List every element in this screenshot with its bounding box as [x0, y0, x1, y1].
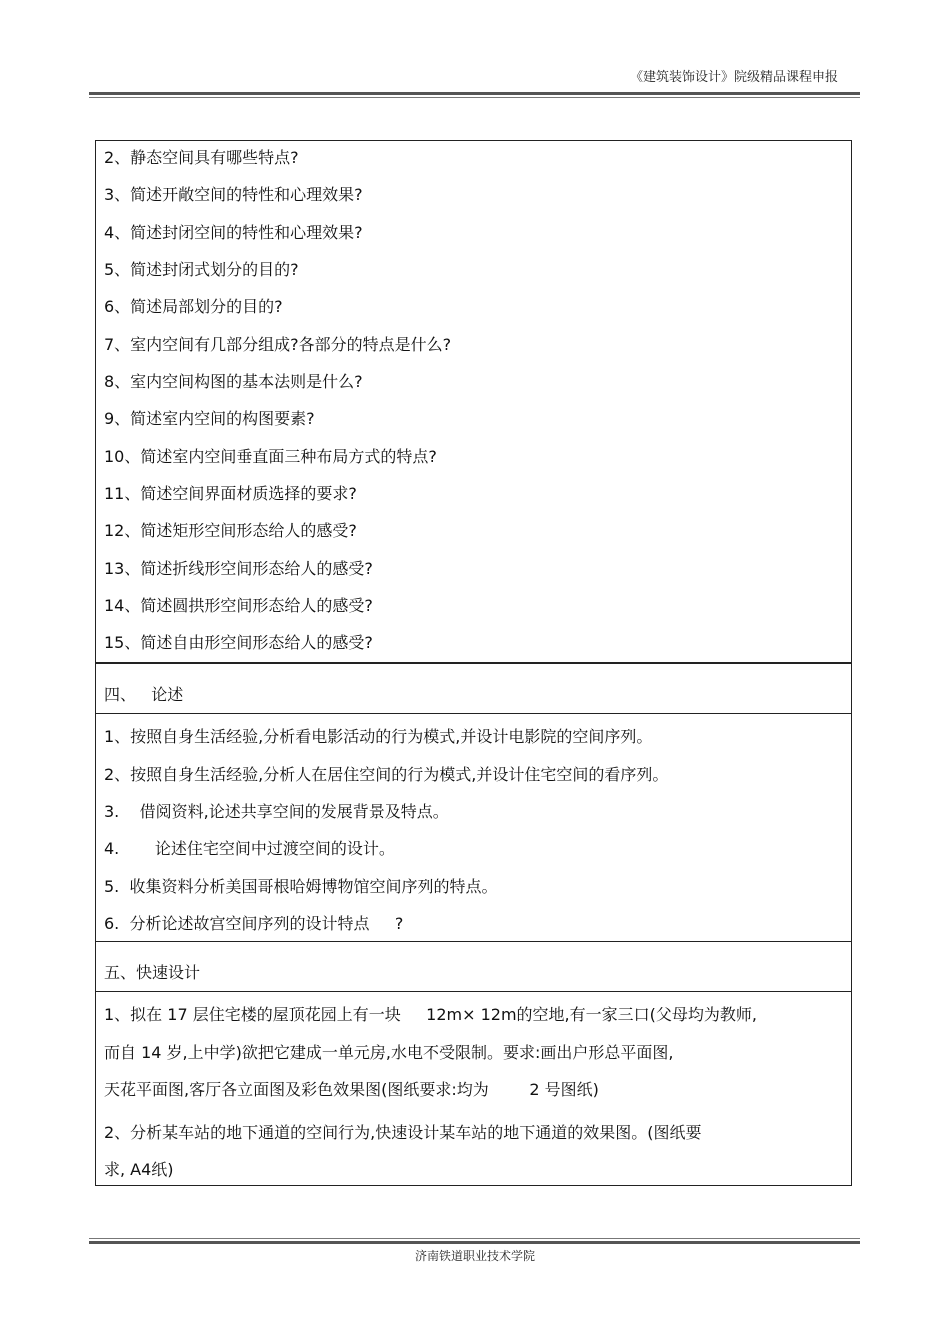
question-item: 6、简述局部划分的目的?: [104, 297, 283, 316]
section-5-title: 五、快速设计: [104, 963, 201, 982]
essay-item: 3. 借阅资料,论述共享空间的发展背景及特点。: [104, 802, 449, 821]
question-item: 10、简述室内空间垂直面三种布局方式的特点?: [104, 447, 437, 466]
footer-rule: [89, 1241, 860, 1244]
question-item: 3、简述开敞空间的特性和心理效果?: [104, 185, 363, 204]
page-footer-text: 济南铁道职业技术学院: [414, 1249, 535, 1263]
design-item-1-line: 1、拟在 17 层住宅楼的屋顶花园上有一块 12m× 12m的空地,有一家三口(父母均为教师,: [104, 1005, 757, 1024]
question-item: 4、简述封闭空间的特性和心理效果?: [104, 223, 363, 242]
row-divider: [96, 662, 851, 664]
essay-item: 1、按照自身生活经验,分析看电影活动的行为模式,并设计电影院的空间序列。: [104, 727, 653, 746]
footer-rule-thin: [89, 1238, 860, 1239]
row-divider: [96, 713, 851, 714]
question-item: 7、室内空间有几部分组成?各部分的特点是什么?: [104, 335, 452, 354]
essay-item: 6. 分析论述故宫空间序列的设计特点 ?: [104, 914, 404, 933]
page-header-title: 《建筑装饰设计》院级精品课程申报: [629, 70, 838, 85]
question-table: [95, 140, 852, 1186]
row-divider: [96, 991, 851, 992]
essay-item: 5. 收集资料分析美国哥根哈姆博物馆空间序列的特点。: [104, 877, 498, 896]
design-item-1-line: 而自 14 岁,上中学)欲把它建成一单元房,水电不受限制。要求:画出户形总平面图,: [104, 1043, 674, 1062]
question-item: 5、简述封闭式划分的目的?: [104, 260, 299, 279]
design-item-2-line: 求, A4纸): [104, 1160, 174, 1179]
row-divider: [96, 941, 851, 942]
essay-item: 4. 论述住宅空间中过渡空间的设计。: [104, 839, 395, 858]
question-item: 15、简述自由形空间形态给人的感受?: [104, 633, 373, 652]
essay-item: 2、按照自身生活经验,分析人在居住空间的行为模式,并设计住宅空间的看序列。: [104, 765, 669, 784]
question-item: 14、简述圆拱形空间形态给人的感受?: [104, 596, 373, 615]
question-item: 8、室内空间构图的基本法则是什么?: [104, 372, 363, 391]
design-item-1-line: 天花平面图,客厅各立面图及彩色效果图(图纸要求:均为 2 号图纸): [104, 1080, 599, 1099]
header-rule-thin: [89, 97, 860, 98]
section-4-title: 四、 论述: [104, 685, 184, 704]
question-item: 2、静态空间具有哪些特点?: [104, 148, 299, 167]
question-item: 13、简述折线形空间形态给人的感受?: [104, 559, 373, 578]
question-item: 12、简述矩形空间形态给人的感受?: [104, 521, 357, 540]
question-item: 9、简述室内空间的构图要素?: [104, 409, 315, 428]
header-rule: [89, 92, 860, 95]
design-item-2-line: 2、分析某车站的地下通道的空间行为,快速设计某车站的地下通道的效果图。(图纸要: [104, 1123, 702, 1142]
question-item: 11、简述空间界面材质选择的要求?: [104, 484, 357, 503]
